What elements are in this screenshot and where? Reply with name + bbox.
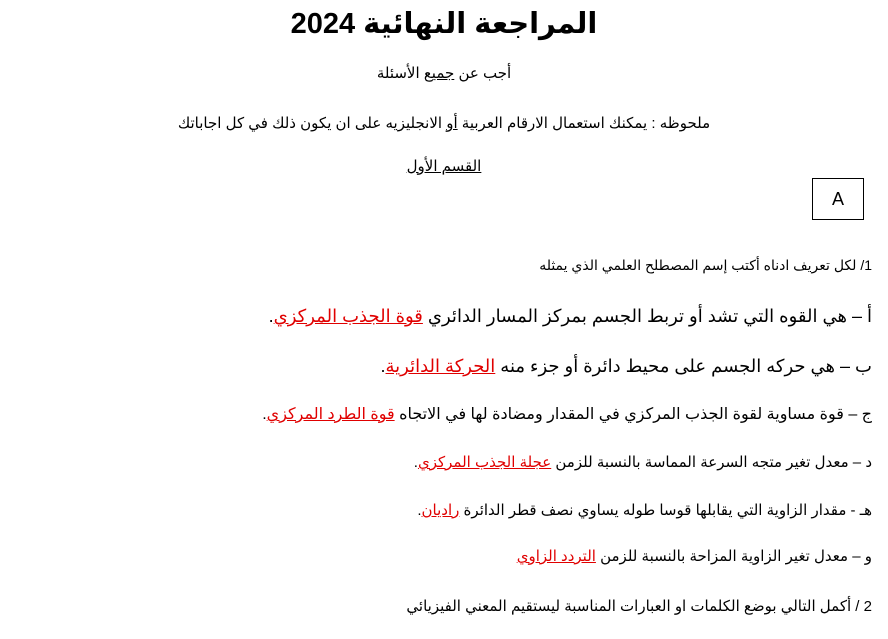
instruction-line: [0, 64, 888, 82]
instruction-underlined: جميع: [423, 65, 455, 82]
item-end: .: [413, 454, 418, 471]
item-text: هـ - مقدار الزاوية التي يقابلها قوسا طوله يساوي نصف قطر الدائرة: [459, 502, 872, 519]
item-text: ب – هي حركه الجسم على محيط دائرة أو جزء منه: [495, 356, 872, 376]
note-underlined: أو: [446, 115, 458, 132]
instruction-prefix: أجب عن: [454, 65, 512, 82]
item-text: ج – قوة مساوية لقوة الجذب المركزي في المقدار ومضادة لها في الاتجاه: [394, 406, 872, 423]
section-box: A: [812, 178, 864, 220]
instruction-suffix: الأسئلة: [376, 65, 424, 82]
item-text: أ – هي القوه التي تشد أو تربط الجسم بمركز المسار الدائري: [422, 306, 872, 326]
note-part2: الانجليزيه على ان يكون ذلك في كل اجاباتك: [177, 115, 447, 132]
page-title: المراجعة النهائية 2024: [290, 8, 598, 40]
question1-item-b: [380, 356, 872, 377]
question1-item-d: [414, 453, 872, 471]
question1-item-f: [517, 547, 872, 565]
item-answer: التردد الزاوي: [516, 548, 596, 565]
item-answer: راديان: [421, 502, 460, 519]
section-heading: القسم الأول: [406, 158, 482, 175]
question1-item-c: [262, 404, 872, 424]
item-answer: عجلة الجذب المركزي: [417, 454, 552, 471]
question1-item-e: [417, 501, 872, 519]
question2-prompt: 2 / أكمل التالي بوضع الكلمات او العبارات المناسبة ليستقيم المعني الفيزيائي: [406, 598, 872, 615]
item-end: .: [268, 306, 274, 326]
question1-item-a: [269, 306, 872, 327]
item-answer: قوة الطرد المركزي: [266, 406, 395, 423]
item-text: و – معدل تغير الزاوية المزاحة بالنسبة للزمن: [595, 548, 872, 565]
item-end: .: [417, 502, 422, 519]
item-text: د – معدل تغير متجه السرعة المماسة بالنسبة للزمن: [551, 454, 872, 471]
note-line: [0, 114, 888, 132]
note-part1: ملحوظه : يمكنك استعمال الارقام العربية: [457, 115, 711, 132]
item-end: .: [380, 356, 386, 376]
item-answer: الحركة الدائرية: [385, 356, 496, 376]
item-end: .: [262, 406, 267, 423]
item-answer: قوة الجذب المركزي: [273, 306, 423, 326]
question1-prompt: 1/ لكل تعريف ادناه أكتب إسم المصطلح العلمي الذي يمثله: [539, 257, 872, 273]
